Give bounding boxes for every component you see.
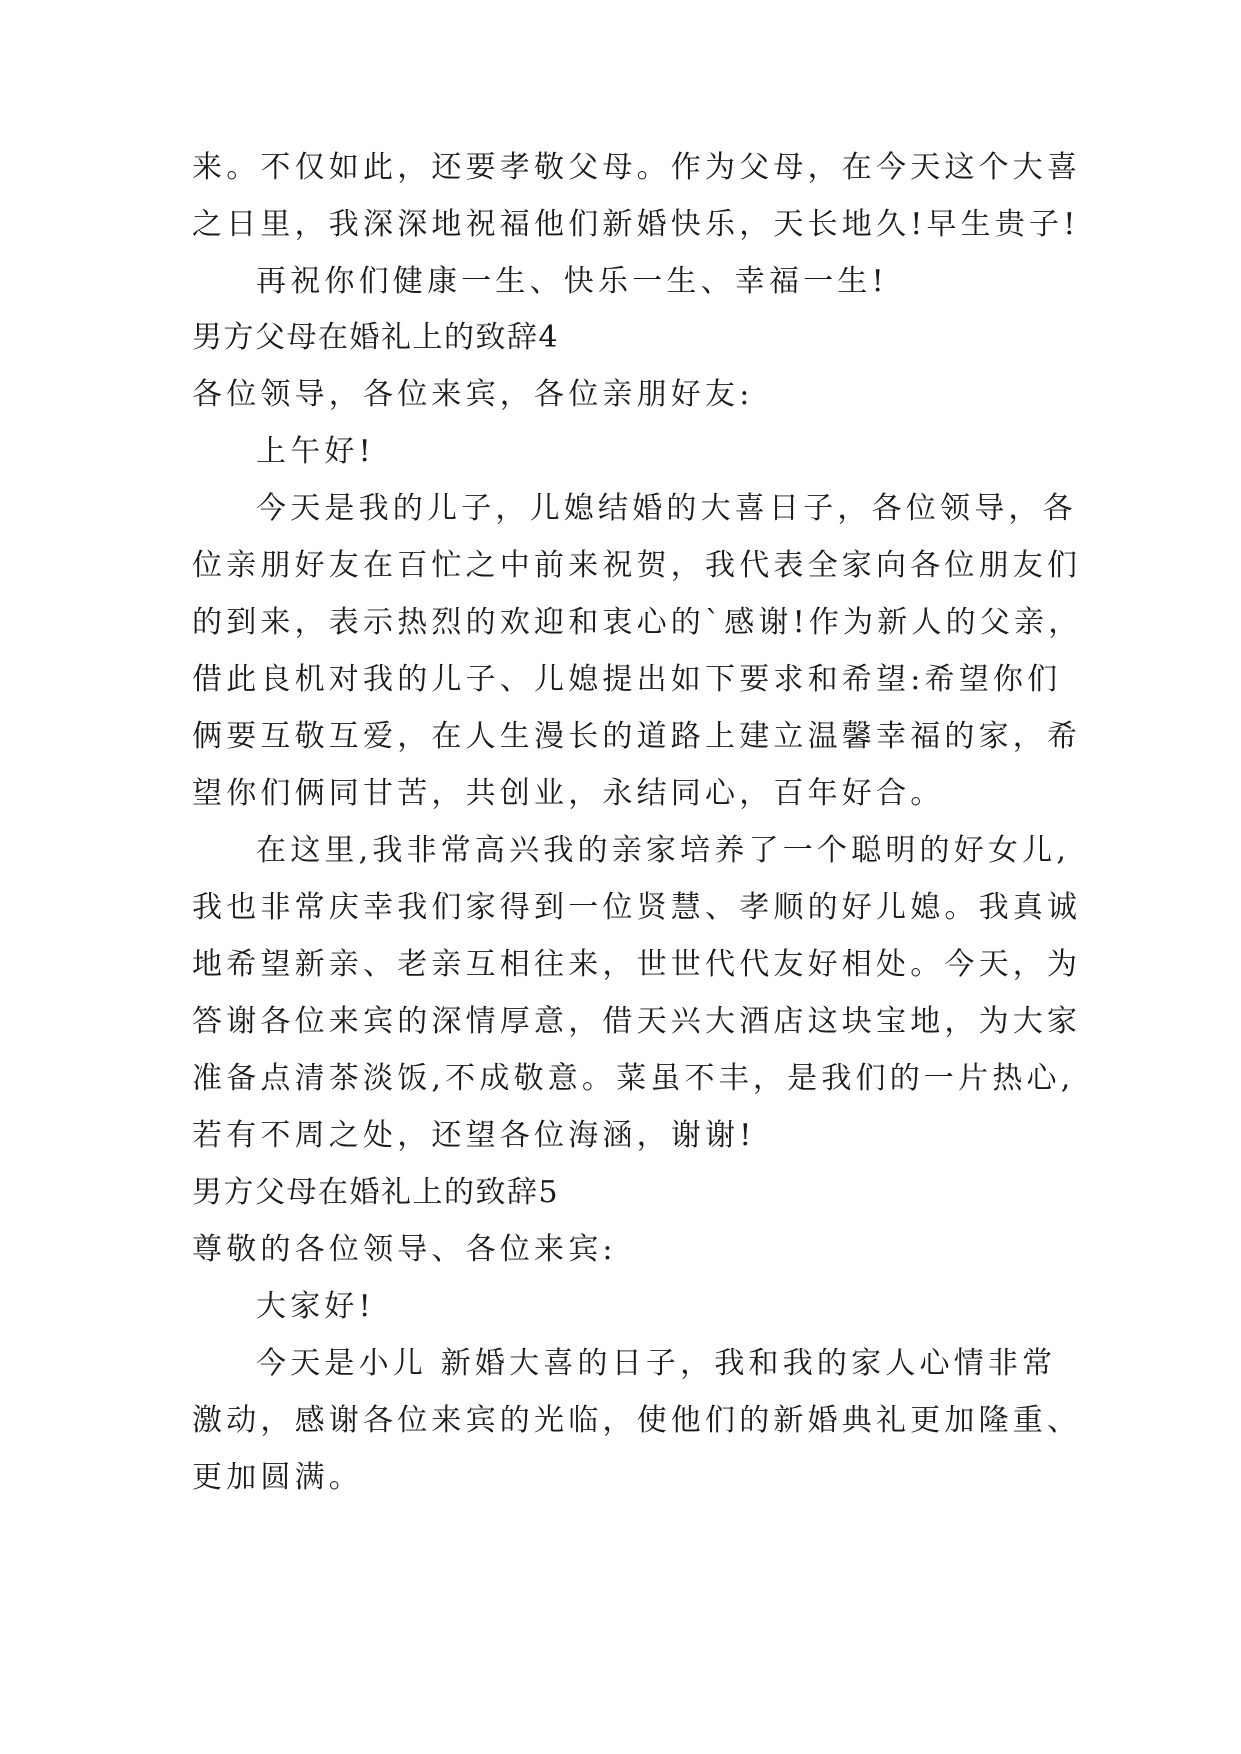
paragraph-line: 再祝你们健康一生、快乐一生、幸福一生! <box>256 264 888 299</box>
salutation: 尊敬的各位领导、各位来宾: <box>192 1232 617 1267</box>
paragraph-line: 我也非常庆幸我们家得到一位贤慧、孝顺的好儿媳。我真诚 <box>192 890 1082 925</box>
section-heading: 男方父母在婚礼上的致辞5 <box>192 1175 560 1210</box>
paragraph-line: 之日里，我深深地祝福他们新婚快乐，天长地久!早生贵子! <box>192 207 1080 242</box>
paragraph-line: 来。不仅如此，还要孝敬父母。作为父母，在今天这个大喜 <box>192 150 1082 185</box>
salutation: 各位领导，各位来宾，各位亲朋好友: <box>192 377 754 412</box>
paragraph-line: 俩要互敬互爱，在人生漫长的道路上建立温馨幸福的家，希 <box>192 719 1082 754</box>
section-heading: 男方父母在婚礼上的致辞4 <box>192 320 560 355</box>
paragraph-line: 借此良机对我的儿子、儿媳提出如下要求和希望:希望你们 <box>192 662 1062 697</box>
paragraph-line: 在这里,我非常高兴我的亲家培养了一个聪明的好女儿, <box>256 833 1071 868</box>
paragraph-line: 若有不周之处，还望各位海涵，谢谢! <box>192 1118 756 1153</box>
paragraph-line: 望你们俩同甘苦，共创业，永结同心，百年好合。 <box>192 776 945 811</box>
paragraph-line: 今天是小儿 新婚大喜的日子，我和我的家人心情非常 <box>256 1346 1057 1381</box>
paragraph-line: 答谢各位来宾的深情厚意，借天兴大酒店这块宝地，为大家 <box>192 1004 1082 1039</box>
paragraph-line: 今天是我的儿子，儿媳结婚的大喜日子，各位领导，各 <box>256 491 1077 526</box>
paragraph-line: 准备点清茶淡饭,不成敬意。菜虽不丰，是我们的一片热心, <box>192 1061 1075 1096</box>
paragraph-line: 地希望新亲、老亲互相往来，世世代代友好相处。今天，为 <box>192 947 1082 982</box>
paragraph-line: 位亲朋好友在百忙之中前来祝贺，我代表全家向各位朋友们 <box>192 548 1082 583</box>
greeting: 大家好! <box>256 1289 375 1324</box>
paragraph-line: 的到来，表示热烈的欢迎和衷心的`感谢!作为新人的父亲， <box>192 605 1083 640</box>
greeting: 上午好! <box>256 434 375 469</box>
paragraph-line: 更加圆满。 <box>192 1460 363 1495</box>
paragraph-line: 激动，感谢各位来宾的光临，使他们的新婚典礼更加隆重、 <box>192 1403 1082 1438</box>
